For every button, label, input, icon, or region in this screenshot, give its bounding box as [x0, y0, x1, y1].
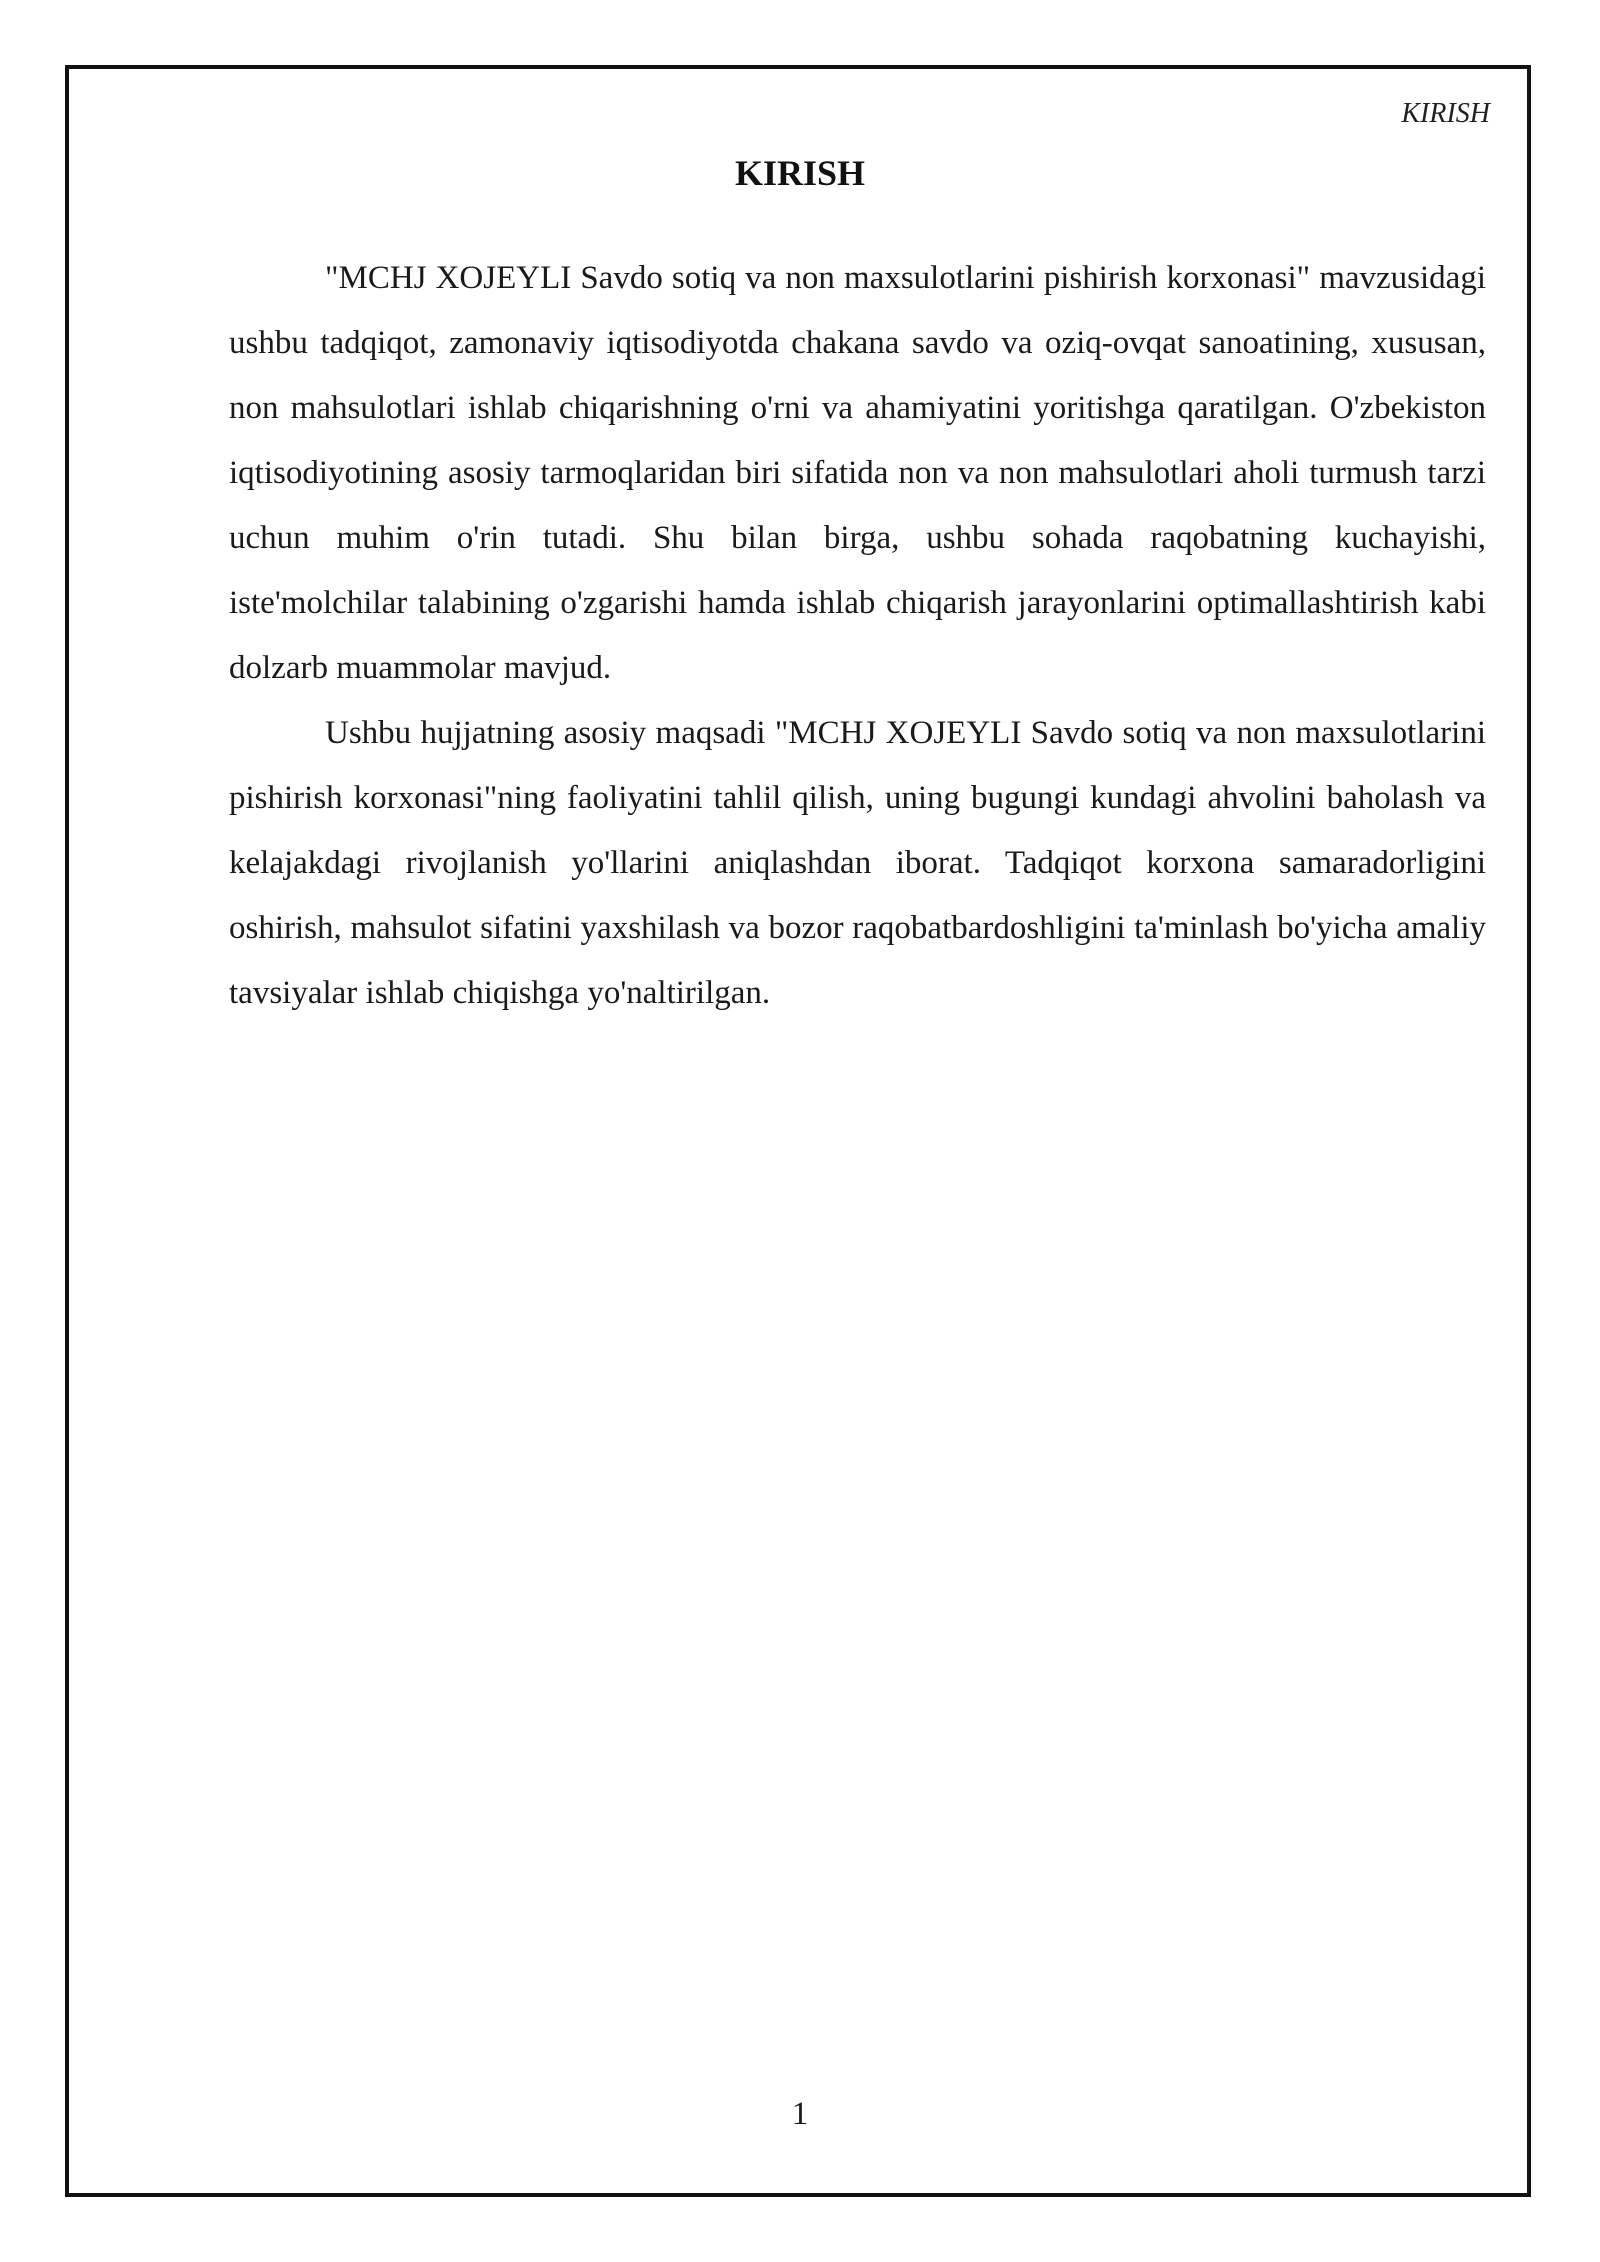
running-header: KIRISH: [1401, 98, 1490, 129]
document-body: [229, 246, 1486, 1026]
page-title: KIRISH: [734, 153, 866, 193]
page-number: 1: [791, 2096, 809, 2132]
paragraph-2: Ushbu hujjatning asosiy maqsadi "MCHJ XOJEYLI Savdo sotiq va non maxsulotlarini pishirish korxonasi"ning faoliyatini tahlil qilish, uning bugungi kundagi ahvolini baholash va kelajakdagi rivojlanish yo'llarini aniqlashdan iborat. Tadqiqot korxona samaradorligini oshirish, mahsulot sifatini yaxshilash va bozor raqobatbardoshligini ta'minlash bo'yicha amaliy tavsiyalar ishlab chiqishga yo'naltirilgan.: [229, 715, 1486, 1011]
paragraph-1: "MCHJ XOJEYLI Savdo sotiq va non maxsulotlarini pishirish korxonasi" mavzusidagi ushbu tadqiqot, zamonaviy iqtisodiyotda chakana savdo va oziq-ovqat sanoatining, xususan, non mahsulotlari ishlab chiqarishning o'rni va ahamiyatini yoritishga qaratilgan. O'zbekiston iqtisodiyotining asosiy tarmoqlaridan biri sifatida non va non mahsulotlari aholi turmush tarzi uchun muhim o'rin tutadi. Shu bilan birga, ushbu sohada raqobatning kuchayishi, iste'molchilar talabining o'zgarishi hamda ishlab chiqarish jarayonlarini optimallashtirish kabi dolzarb muammolar mavjud.: [229, 260, 1486, 686]
